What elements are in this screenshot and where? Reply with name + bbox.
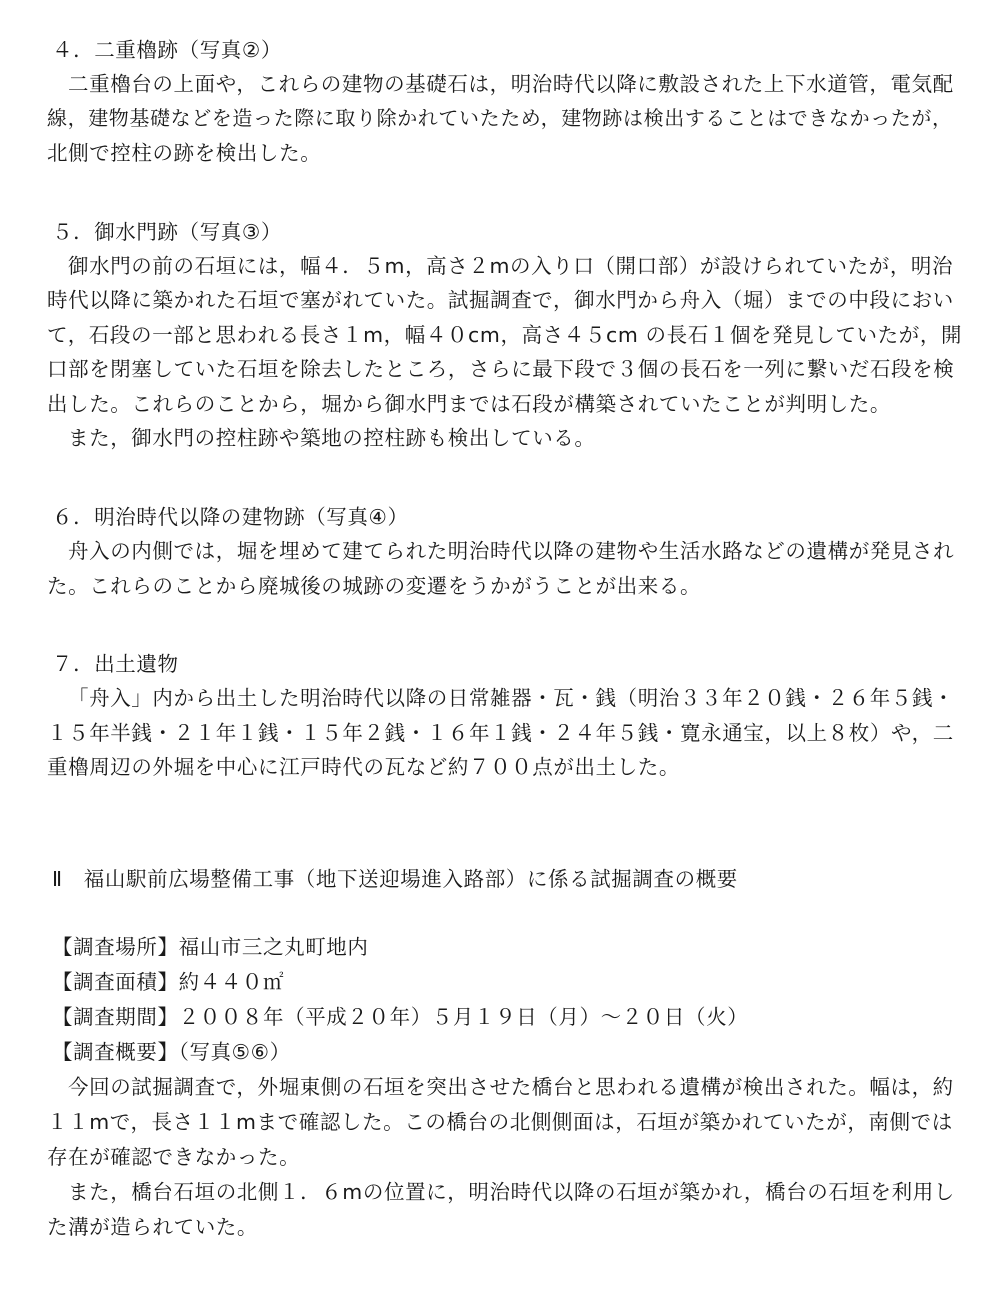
part-2-line-3: 存在が確認できなかった。 bbox=[47, 1145, 301, 1169]
section-5-line-4: 口部を閉塞していた石垣を除去したところ，さらに最下段で３個の長石を一列に繋いだ石段を検 bbox=[47, 357, 955, 381]
section-6-heading: ６．明治時代以降の建物跡（写真④） bbox=[52, 505, 409, 529]
section-4-line-3: 北側で控柱の跡を検出した。 bbox=[47, 141, 322, 165]
section-4-line-1: 二重櫓台の上面や，これらの建物の基礎石は，明治時代以降に敷設された上下水道管，電気配 bbox=[68, 72, 954, 96]
section-4-heading: ４．二重櫓跡（写真②） bbox=[52, 38, 282, 62]
section-5-heading: ５．御水門跡（写真③） bbox=[52, 220, 282, 244]
survey-overview-label: 【調査概要】（写真⑤⑥） bbox=[52, 1040, 291, 1064]
section-5-line-1: 御水門の前の石垣には，幅４．５m，高さ２mの入り口（開口部）が設けられていたが，明治 bbox=[68, 254, 954, 278]
part-2-line-2: １１mで，長さ１１mまで確認した。この橋台の北側側面は，石垣が築かれていたが，南側では bbox=[47, 1110, 953, 1134]
section-5-line-5: 出した。これらのことから，堀から御水門までは石段が構築されていたことが判明した。 bbox=[47, 392, 891, 416]
section-7-line-3: 重櫓周辺の外堀を中心に江戸時代の瓦など約７００点が出土した。 bbox=[47, 755, 680, 779]
section-7-line-2: １５年半銭・２１年１銭・１５年２銭・１６年１銭・２４年５銭・寛永通宝，以上８枚）や，二 bbox=[47, 721, 954, 745]
survey-period: 【調査期間】２００８年（平成２０年）５月１９日（月）～２０日（火） bbox=[52, 1005, 749, 1029]
section-6-line-1: 舟入の内側では，堀を埋めて建てられた明治時代以降の建物や生活水路などの遺構が発見され bbox=[68, 539, 955, 563]
survey-area: 【調査面積】約４４０㎡ bbox=[52, 970, 285, 994]
survey-location: 【調査場所】福山市三之丸町地内 bbox=[52, 935, 369, 959]
section-7-heading: ７．出土遺物 bbox=[52, 652, 179, 676]
section-4-line-2: 線，建物基礎などを造った際に取り除かれていたため，建物跡は検出することはできなかったが， bbox=[47, 106, 953, 130]
section-7-line-1: 「舟入」内から出土した明治時代以降の日常雑器・瓦・銭（明治３３年２０銭・２６年５銭・ bbox=[68, 686, 955, 710]
section-5-line-3: て，石段の一部と思われる長さ１m，幅４０cm，高さ４５cm の長石１個を発見していたが，開 bbox=[47, 323, 963, 347]
section-5-line-6: また，御水門の控柱跡や築地の控柱跡も検出している。 bbox=[68, 426, 596, 450]
part-2-title: Ⅱ 福山駅前広場整備工事（地下送迎場進入路部）に係る試掘調査の概要 bbox=[52, 867, 738, 891]
part-2-line-4: また，橋台石垣の北側１．６mの位置に，明治時代以降の石垣が築かれ，橋台の石垣を利用し bbox=[68, 1180, 955, 1204]
part-2-line-5: た溝が造られていた。 bbox=[47, 1215, 258, 1239]
section-6-line-2: た。これらのことから廃城後の城跡の変遷をうかがうことが出来る。 bbox=[47, 574, 702, 598]
part-2-line-1: 今回の試掘調査で，外堀東側の石垣を突出させた橋台と思われる遺構が検出された。幅は，約 bbox=[68, 1075, 954, 1099]
section-5-line-2: 時代以降に築かれた石垣で塞がれていた。試掘調査で，御水門から舟入（堀）までの中段におい bbox=[47, 288, 954, 312]
